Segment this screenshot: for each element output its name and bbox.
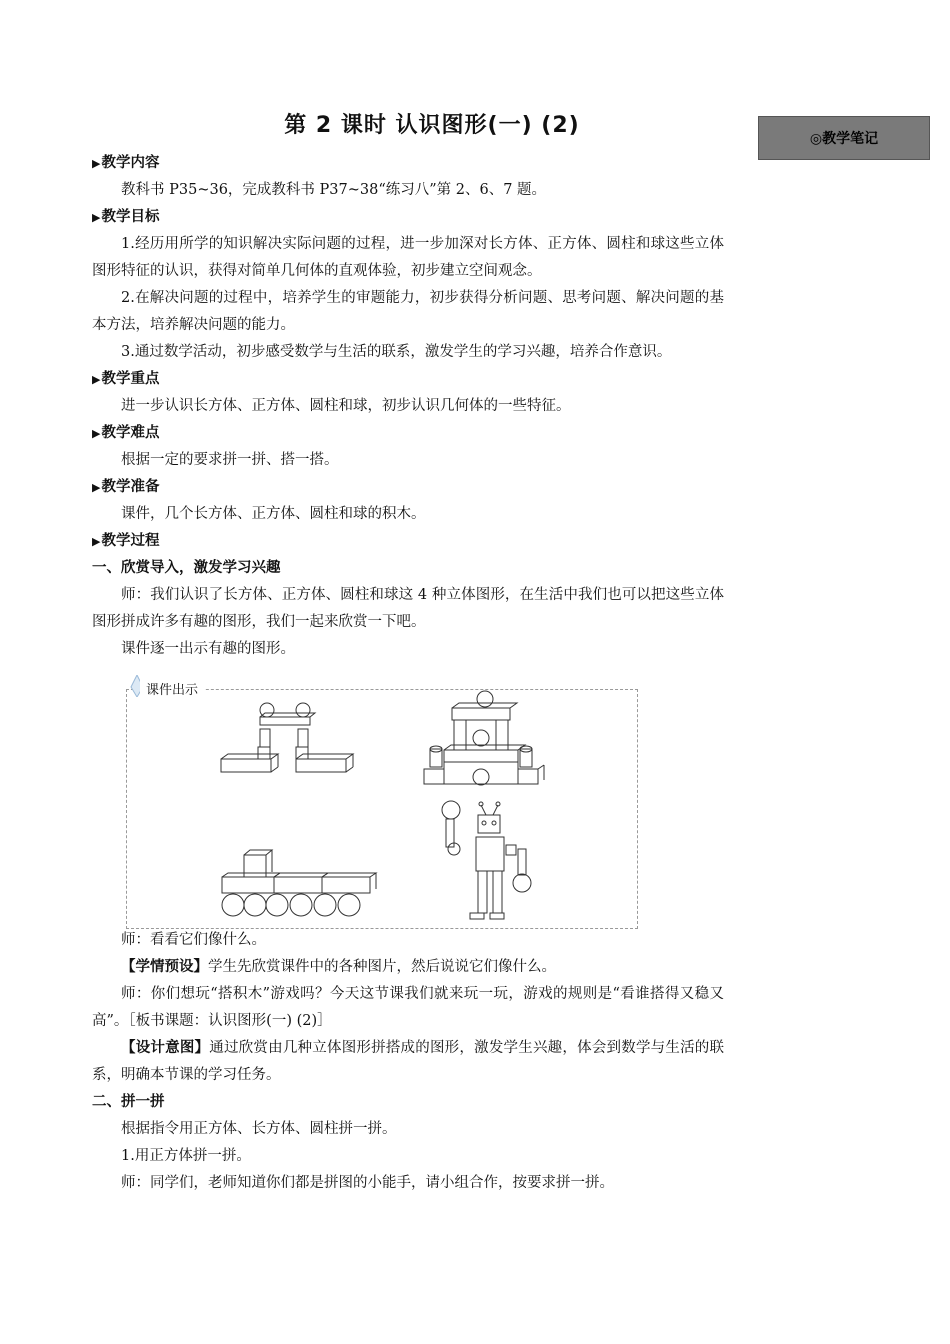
teaching-notes-label: ◎教学笔记 xyxy=(758,116,930,160)
bridge-shape xyxy=(221,703,353,772)
paragraph: 师：同学们，老师知道你们都是拼图的小能手，请小组合作，按要求拼一拼。 xyxy=(121,1175,614,1191)
paragraph: 根据一定的要求拼一拼、搭一搭。 xyxy=(121,452,339,468)
triangle-icon: ▶ xyxy=(92,211,101,224)
paragraph: 【学情预设】学生先欣赏课件中的各种图片，然后说说它们像什么。 xyxy=(121,959,556,975)
heading-part-two: 二、拼一拼 xyxy=(92,1094,165,1110)
triangle-icon: ▶ xyxy=(92,157,101,170)
paragraph: 课件，几个长方体、正方体、圆柱和球的积木。 xyxy=(121,506,426,522)
paragraph: 【设计意图】通过欣赏由几种立体图形拼搭成的图形，激发学生兴趣，体会到数学与生活的联系，明确本节课的学习任务。 xyxy=(92,1040,725,1083)
paragraph: 3.通过数学活动，初步感受数学与生活的联系，激发学生的学习兴趣，培养合作意识。 xyxy=(121,344,672,360)
triangle-icon: ▶ xyxy=(92,535,101,548)
heading-teaching-content: ▶教学内容 xyxy=(92,155,160,171)
figure-label: 课件出示 xyxy=(140,677,204,704)
paragraph: 进一步认识长方体、正方体、圆柱和球，初步认识几何体的一些特征。 xyxy=(121,398,571,414)
heading-teaching-goals: ▶教学目标 xyxy=(92,209,160,225)
paragraph: 师：我们认识了长方体、正方体、圆柱和球这 4 种立体图形，在生活中我们也可以把这些立体图形拼成许多有趣的图形，我们一起来欣赏一下吧。 xyxy=(92,587,724,630)
train-shape xyxy=(222,850,376,916)
paragraph: 教科书 P35~36，完成教科书 P37~38“练习八”第 2、6、7 题。 xyxy=(121,182,547,198)
paragraph: 师：你们想玩“搭积木”游戏吗？今天这节课我们就来玩一玩，游戏的规则是“看谁搭得又稳又高”。［板书课题：认识图形(一) (2)］ xyxy=(92,986,724,1029)
paragraph: 根据指令用正方体、长方体、圆柱拼一拼。 xyxy=(121,1121,397,1137)
page-title: 第 2 课时 认识图形(一) (2) xyxy=(284,113,580,138)
paragraph: 2.在解决问题的过程中，培养学生的审题能力，初步获得分析问题、思考问题、解决问题的基本方法，培养解决问题的能力。 xyxy=(92,290,724,333)
heading-process: ▶教学过程 xyxy=(92,533,160,549)
paragraph: 课件逐一出示有趣的图形。 xyxy=(121,641,295,657)
lesson-content xyxy=(92,150,724,1197)
paragraph: 1.用正方体拼一拼。 xyxy=(121,1148,251,1164)
heading-key-points: ▶教学重点 xyxy=(92,371,160,387)
paragraph: 1.经历用所学的知识解决实际问题的过程，进一步加深对长方体、正方体、圆柱和球这些立体图形特征的认识，获得对简单几何体的直观体验，初步建立空间观念。 xyxy=(92,236,724,279)
courseware-figure xyxy=(126,677,638,927)
triangle-icon: ▶ xyxy=(92,373,101,386)
castle-shape xyxy=(424,691,544,785)
triangle-icon: ▶ xyxy=(92,427,101,440)
triangle-icon: ▶ xyxy=(92,481,101,494)
heading-part-one: 一、欣赏导入，激发学习兴趣 xyxy=(92,560,281,576)
robot-shape xyxy=(442,801,531,919)
heading-difficulties: ▶教学难点 xyxy=(92,425,160,441)
block-shapes-illustration xyxy=(126,677,638,929)
paragraph: 师：看看它们像什么。 xyxy=(121,932,266,948)
heading-preparation: ▶教学准备 xyxy=(92,479,160,495)
